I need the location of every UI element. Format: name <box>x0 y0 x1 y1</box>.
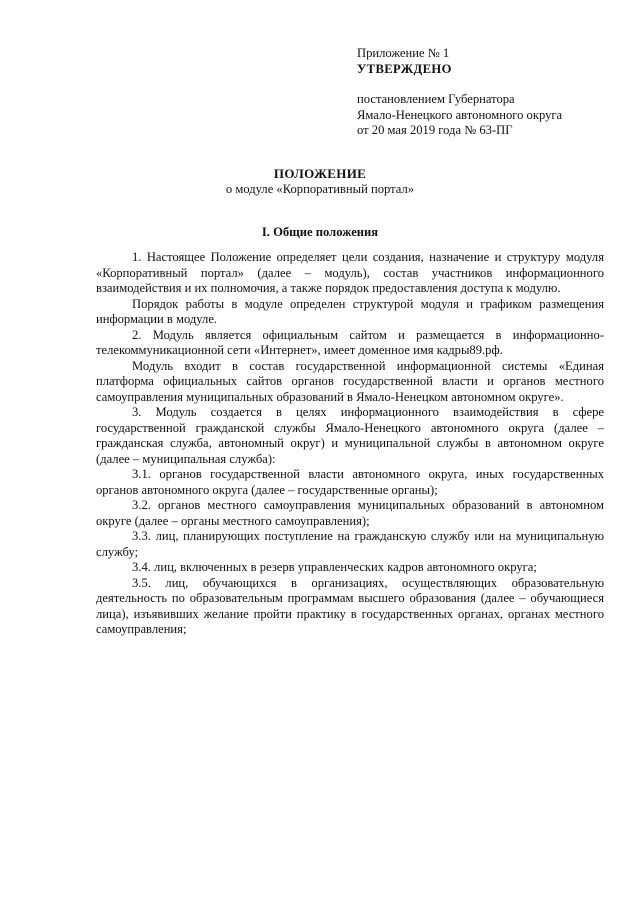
paragraph: 3.3. лиц, планирующих поступление на гражданскую службу или на муниципальную службу; <box>96 529 604 559</box>
document-body <box>96 250 604 638</box>
paragraph: 3. Модуль создается в целях информационного взаимодействия в сфере государственной гражданской службы Ямало-Ненецкого автономного округа (далее – гражданская служба, автономный округ) и муниципальной службы в автономном округе (далее – муниципальная служба): <box>96 405 604 466</box>
region-line: Ямало-Ненецкого автономного округа <box>357 107 563 122</box>
approved-label: УТВЕРЖДЕНО <box>357 61 452 76</box>
decree-date: от 20 мая 2019 года № 63-ПГ <box>357 123 513 137</box>
decree-line: постановлением Губернатора <box>357 92 515 106</box>
paragraph: 3.5. лиц, обучающихся в организациях, осуществляющих образовательную деятельность по образовательным программам высшего образования (далее – обучающиеся лица), изъявивших желание пройти практику в государственных органах, органах местного самоуправления; <box>96 575 604 636</box>
paragraph: 3.4. лиц, включенных в резерв управленческих кадров автономного округа; <box>132 560 537 574</box>
paragraph: 1. Настоящее Положение определяет цели создания, назначение и структуру модуля «Корпоративный портал» (далее – модуль), состав участников информационного взаимодействия и их полномочия, а также порядок предоставления доступа к модулю. <box>96 250 604 295</box>
paragraph: Порядок работы в модуле определен структурой модуля и графиком размещения информации в модуле. <box>96 296 604 326</box>
document-title: ПОЛОЖЕНИЕ <box>273 166 367 181</box>
appendix-number: Приложение № 1 <box>357 46 450 60</box>
paragraph: 3.1. органов государственной власти автономного округа, иных государственных органов автономного округа (далее – государственные органы); <box>96 467 604 497</box>
approval-stamp <box>357 46 627 139</box>
paragraph: Модуль входит в состав государственной информационной системы «Единая платформа официальных сайтов органов государственной власти и органов местного самоуправления муниципальных образований в Ямало-Ненецком автономном округе». <box>96 358 604 404</box>
section-heading: I. Общие положения <box>261 225 379 239</box>
document-subtitle: о модуле «Корпоративный портал» <box>225 182 415 196</box>
paragraph: 2. Модуль является официальным сайтом и размещается в информационно-телекоммуникационной сети «Интернет», имеет доменное имя кадры89.рф. <box>96 327 604 357</box>
paragraph: 3.2. органов местного самоуправления муниципальных образований в автономном округе (далее – органы местного самоуправления); <box>96 498 604 528</box>
